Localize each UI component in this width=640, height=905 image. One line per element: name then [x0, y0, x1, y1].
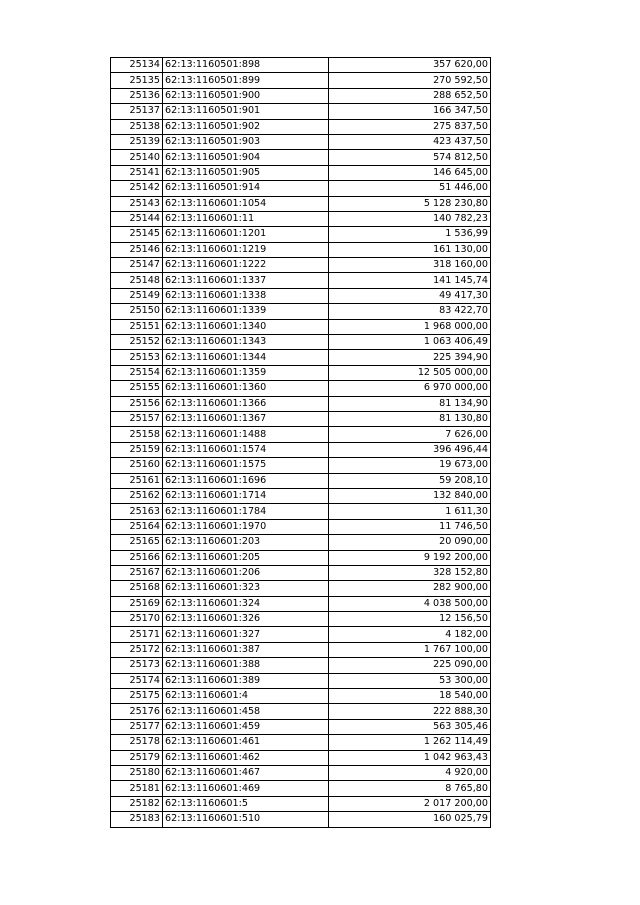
row-number: 25153	[111, 350, 163, 365]
row-number: 25155	[111, 381, 163, 396]
cadastral-number: 62:13:1160601:1574	[163, 442, 329, 457]
cadastral-number: 62:13:1160501:902	[163, 119, 329, 134]
cadastral-value: 2 017 200,00	[329, 796, 491, 811]
cadastral-value: 225 090,00	[329, 658, 491, 673]
table-row	[111, 750, 491, 765]
table-row	[111, 427, 491, 442]
cadastral-value: 275 837,50	[329, 119, 491, 134]
cadastral-number: 62:13:1160601:469	[163, 781, 329, 796]
cadastral-number: 62:13:1160601:1359	[163, 365, 329, 380]
cadastral-number: 62:13:1160601:387	[163, 642, 329, 657]
cadastral-number: 62:13:1160601:1366	[163, 396, 329, 411]
row-number: 25149	[111, 288, 163, 303]
table-row	[111, 596, 491, 611]
row-number: 25182	[111, 796, 163, 811]
table-row	[111, 181, 491, 196]
row-number: 25166	[111, 550, 163, 565]
table-row	[111, 134, 491, 149]
cadastral-value: 318 160,00	[329, 258, 491, 273]
cadastral-value: 146 645,00	[329, 165, 491, 180]
table-row	[111, 335, 491, 350]
cadastral-number: 62:13:1160601:1343	[163, 335, 329, 350]
table-row	[111, 288, 491, 303]
cadastral-value: 9 192 200,00	[329, 550, 491, 565]
table-row	[111, 765, 491, 780]
cadastral-number: 62:13:1160601:1575	[163, 458, 329, 473]
cadastral-number: 62:13:1160601:1339	[163, 304, 329, 319]
row-number: 25161	[111, 473, 163, 488]
row-number: 25145	[111, 227, 163, 242]
table-row	[111, 104, 491, 119]
cadastral-value: 12 505 000,00	[329, 365, 491, 380]
cadastral-number: 62:13:1160601:1219	[163, 242, 329, 257]
row-number: 25174	[111, 673, 163, 688]
row-number: 25136	[111, 88, 163, 103]
table-row	[111, 58, 491, 73]
cadastral-value: 1 063 406,49	[329, 335, 491, 350]
cadastral-value-table	[110, 57, 491, 828]
cadastral-number: 62:13:1160501:899	[163, 73, 329, 88]
cadastral-value: 1 611,30	[329, 504, 491, 519]
table-row	[111, 365, 491, 380]
row-number: 25170	[111, 612, 163, 627]
cadastral-number: 62:13:1160601:1222	[163, 258, 329, 273]
table-row	[111, 565, 491, 580]
cadastral-number: 62:13:1160601:1344	[163, 350, 329, 365]
cadastral-value: 225 394,90	[329, 350, 491, 365]
row-number: 25178	[111, 735, 163, 750]
cadastral-number: 62:13:1160601:462	[163, 750, 329, 765]
row-number: 25159	[111, 442, 163, 457]
cadastral-value: 574 812,50	[329, 150, 491, 165]
row-number: 25140	[111, 150, 163, 165]
row-number: 25139	[111, 134, 163, 149]
cadastral-value: 141 145,74	[329, 273, 491, 288]
row-number: 25158	[111, 427, 163, 442]
row-number: 25148	[111, 273, 163, 288]
table-row	[111, 458, 491, 473]
cadastral-value: 4 038 500,00	[329, 596, 491, 611]
table-row	[111, 673, 491, 688]
cadastral-value: 140 782,23	[329, 211, 491, 226]
table-row	[111, 781, 491, 796]
row-number: 25142	[111, 181, 163, 196]
cadastral-number: 62:13:1160601:1367	[163, 411, 329, 426]
row-number: 25167	[111, 565, 163, 580]
cadastral-number: 62:13:1160601:5	[163, 796, 329, 811]
row-number: 25144	[111, 211, 163, 226]
table-row	[111, 704, 491, 719]
table-row	[111, 612, 491, 627]
cadastral-number: 62:13:1160601:1201	[163, 227, 329, 242]
row-number: 25146	[111, 242, 163, 257]
table-row	[111, 627, 491, 642]
row-number: 25180	[111, 765, 163, 780]
cadastral-value: 282 900,00	[329, 581, 491, 596]
cadastral-number: 62:13:1160601:206	[163, 565, 329, 580]
row-number: 25134	[111, 58, 163, 73]
cadastral-number: 62:13:1160601:1784	[163, 504, 329, 519]
cadastral-number: 62:13:1160601:1054	[163, 196, 329, 211]
cadastral-value: 1 262 114,49	[329, 735, 491, 750]
row-number: 25177	[111, 719, 163, 734]
table-row	[111, 642, 491, 657]
row-number: 25156	[111, 396, 163, 411]
row-number: 25135	[111, 73, 163, 88]
cadastral-number: 62:13:1160601:467	[163, 765, 329, 780]
row-number: 25173	[111, 658, 163, 673]
cadastral-number: 62:13:1160601:1714	[163, 488, 329, 503]
cadastral-number: 62:13:1160601:1970	[163, 519, 329, 534]
cadastral-number: 62:13:1160601:1696	[163, 473, 329, 488]
cadastral-number: 62:13:1160601:203	[163, 535, 329, 550]
cadastral-value: 5 128 230,80	[329, 196, 491, 211]
table-row	[111, 396, 491, 411]
cadastral-number: 62:13:1160601:1338	[163, 288, 329, 303]
cadastral-value: 4 920,00	[329, 765, 491, 780]
row-number: 25163	[111, 504, 163, 519]
cadastral-number: 62:13:1160501:901	[163, 104, 329, 119]
table-row	[111, 535, 491, 550]
row-number: 25165	[111, 535, 163, 550]
row-number: 25164	[111, 519, 163, 534]
cadastral-value: 1 536,99	[329, 227, 491, 242]
cadastral-value: 423 437,50	[329, 134, 491, 149]
cadastral-value: 81 134,90	[329, 396, 491, 411]
table-row	[111, 550, 491, 565]
cadastral-value: 8 765,80	[329, 781, 491, 796]
row-number: 25152	[111, 335, 163, 350]
table-row	[111, 796, 491, 811]
cadastral-value: 396 496,44	[329, 442, 491, 457]
cadastral-number: 62:13:1160501:905	[163, 165, 329, 180]
table-row	[111, 519, 491, 534]
cadastral-value: 166 347,50	[329, 104, 491, 119]
row-number: 25176	[111, 704, 163, 719]
cadastral-value: 83 422,70	[329, 304, 491, 319]
row-number: 25183	[111, 812, 163, 827]
cadastral-number: 62:13:1160601:205	[163, 550, 329, 565]
table-body	[111, 58, 491, 828]
table-row	[111, 242, 491, 257]
row-number: 25150	[111, 304, 163, 319]
row-number: 25147	[111, 258, 163, 273]
table-row	[111, 658, 491, 673]
table-row	[111, 381, 491, 396]
row-number: 25171	[111, 627, 163, 642]
row-number: 25160	[111, 458, 163, 473]
table-row	[111, 488, 491, 503]
cadastral-number: 62:13:1160501:914	[163, 181, 329, 196]
row-number: 25172	[111, 642, 163, 657]
cadastral-number: 62:13:1160501:898	[163, 58, 329, 73]
cadastral-value: 132 840,00	[329, 488, 491, 503]
cadastral-value: 4 182,00	[329, 627, 491, 642]
cadastral-value: 1 767 100,00	[329, 642, 491, 657]
cadastral-number: 62:13:1160601:388	[163, 658, 329, 673]
cadastral-value: 270 592,50	[329, 73, 491, 88]
cadastral-number: 62:13:1160601:1360	[163, 381, 329, 396]
cadastral-value: 328 152,80	[329, 565, 491, 580]
table-row	[111, 350, 491, 365]
cadastral-number: 62:13:1160601:324	[163, 596, 329, 611]
cadastral-value: 288 652,50	[329, 88, 491, 103]
cadastral-number: 62:13:1160601:1340	[163, 319, 329, 334]
row-number: 25168	[111, 581, 163, 596]
cadastral-value: 19 673,00	[329, 458, 491, 473]
cadastral-number: 62:13:1160601:323	[163, 581, 329, 596]
table-row	[111, 473, 491, 488]
table-row	[111, 319, 491, 334]
table-row	[111, 273, 491, 288]
cadastral-value: 1 968 000,00	[329, 319, 491, 334]
table-row	[111, 719, 491, 734]
cadastral-number: 62:13:1160501:904	[163, 150, 329, 165]
cadastral-value: 20 090,00	[329, 535, 491, 550]
cadastral-value: 7 626,00	[329, 427, 491, 442]
cadastral-value: 1 042 963,43	[329, 750, 491, 765]
cadastral-number: 62:13:1160601:510	[163, 812, 329, 827]
cadastral-number: 62:13:1160601:458	[163, 704, 329, 719]
row-number: 25179	[111, 750, 163, 765]
cadastral-value: 18 540,00	[329, 689, 491, 704]
table-row	[111, 165, 491, 180]
cadastral-value: 81 130,80	[329, 411, 491, 426]
cadastral-value: 161 130,00	[329, 242, 491, 257]
cadastral-number: 62:13:1160601:459	[163, 719, 329, 734]
row-number: 25181	[111, 781, 163, 796]
cadastral-value: 357 620,00	[329, 58, 491, 73]
table-row	[111, 689, 491, 704]
table-row	[111, 504, 491, 519]
cadastral-value: 222 888,30	[329, 704, 491, 719]
table-row	[111, 258, 491, 273]
cadastral-value: 11 746,50	[329, 519, 491, 534]
cadastral-value: 53 300,00	[329, 673, 491, 688]
cadastral-number: 62:13:1160601:11	[163, 211, 329, 226]
table-row	[111, 73, 491, 88]
cadastral-value: 6 970 000,00	[329, 381, 491, 396]
table-row	[111, 88, 491, 103]
cadastral-number: 62:13:1160501:900	[163, 88, 329, 103]
cadastral-number: 62:13:1160601:1488	[163, 427, 329, 442]
cadastral-value: 51 446,00	[329, 181, 491, 196]
cadastral-number: 62:13:1160501:903	[163, 134, 329, 149]
table-row	[111, 304, 491, 319]
row-number: 25175	[111, 689, 163, 704]
cadastral-number: 62:13:1160601:327	[163, 627, 329, 642]
row-number: 25169	[111, 596, 163, 611]
table-row	[111, 150, 491, 165]
table-row	[111, 119, 491, 134]
table-row	[111, 196, 491, 211]
table-row	[111, 227, 491, 242]
cadastral-number: 62:13:1160601:326	[163, 612, 329, 627]
row-number: 25143	[111, 196, 163, 211]
table-row	[111, 812, 491, 827]
table-row	[111, 581, 491, 596]
row-number: 25141	[111, 165, 163, 180]
cadastral-number: 62:13:1160601:4	[163, 689, 329, 704]
row-number: 25138	[111, 119, 163, 134]
cadastral-number: 62:13:1160601:389	[163, 673, 329, 688]
cadastral-value: 59 208,10	[329, 473, 491, 488]
cadastral-value: 563 305,46	[329, 719, 491, 734]
cadastral-number: 62:13:1160601:1337	[163, 273, 329, 288]
row-number: 25162	[111, 488, 163, 503]
row-number: 25154	[111, 365, 163, 380]
table-row	[111, 211, 491, 226]
cadastral-value: 49 417,30	[329, 288, 491, 303]
row-number: 25151	[111, 319, 163, 334]
row-number: 25157	[111, 411, 163, 426]
table-row	[111, 442, 491, 457]
cadastral-value: 160 025,79	[329, 812, 491, 827]
cadastral-number: 62:13:1160601:461	[163, 735, 329, 750]
row-number: 25137	[111, 104, 163, 119]
table-row	[111, 735, 491, 750]
table-row	[111, 411, 491, 426]
cadastral-value: 12 156,50	[329, 612, 491, 627]
